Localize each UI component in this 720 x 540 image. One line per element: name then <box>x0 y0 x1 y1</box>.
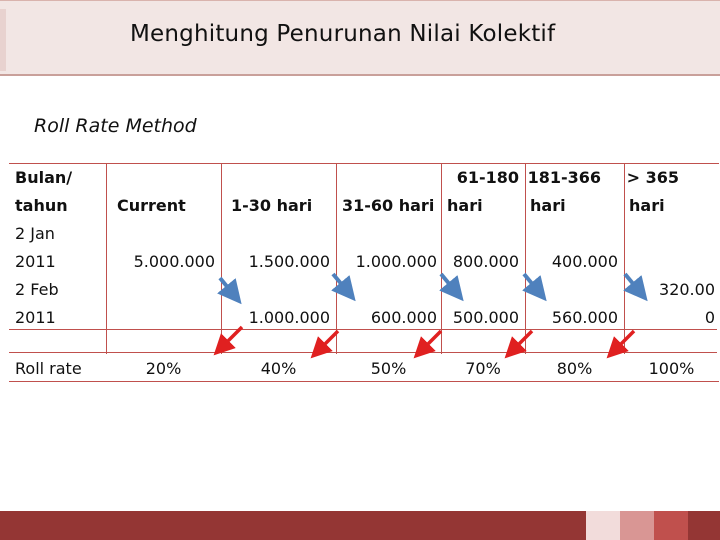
roll-rate-365: 100% <box>648 359 695 378</box>
row1-1-30: 1.500.000 <box>248 252 330 271</box>
rate-arrow-red <box>221 327 242 348</box>
row2-period-line2: 2011 <box>15 308 56 327</box>
row2-1-30: 1.000.000 <box>248 308 330 327</box>
row1-period-line1: 2 Jan <box>15 224 55 243</box>
rate-arrow-red <box>512 331 532 351</box>
row1-181-366: 400.000 <box>551 252 618 271</box>
footer-swatch <box>620 511 654 540</box>
roll-rate-181-366: 80% <box>556 359 593 378</box>
roll-arrow-blue <box>333 274 348 292</box>
roll-arrow-blue <box>441 274 456 292</box>
header-period-line2: tahun <box>15 196 68 215</box>
row2-365-line2: 0 <box>704 308 715 327</box>
row1-current: 5.000.000 <box>133 252 215 271</box>
rate-arrow-red <box>421 331 441 351</box>
header-current: Current <box>117 196 186 215</box>
header-365-line1: > 365 <box>626 168 679 187</box>
roll-arrow-blue <box>524 274 539 292</box>
roll-arrow-blue <box>220 278 234 295</box>
roll-rate-label: Roll rate <box>15 359 82 378</box>
header-1-30: 1-30 hari <box>231 196 313 215</box>
roll-rate-current: 20% <box>145 359 182 378</box>
row1-61-180: 800.000 <box>452 252 519 271</box>
footer-swatch <box>586 511 620 540</box>
header-31-60: 31-60 hari <box>342 196 435 215</box>
row2-period-line1: 2 Feb <box>15 280 59 299</box>
header-61-180-line1: 61-180 <box>456 168 519 187</box>
roll-rate-31-60: 50% <box>370 359 407 378</box>
row2-61-180: 500.000 <box>452 308 519 327</box>
header-period-line1: Bulan/ <box>15 168 73 187</box>
rate-arrow-red <box>318 331 338 351</box>
slide-title: Menghitung Penurunan Nilai Kolektif <box>130 21 556 47</box>
rate-arrow-red <box>614 331 634 351</box>
roll-arrow-blue <box>625 274 640 292</box>
roll-rate-1-30: 40% <box>260 359 297 378</box>
header-181-366-line1: 181-366 <box>527 168 601 187</box>
header-365-line2: hari <box>629 196 665 215</box>
row1-period-line2: 2011 <box>15 252 56 271</box>
slide-subtitle: Roll Rate Method <box>34 115 197 137</box>
row2-365-line1: 320.00 <box>659 280 715 299</box>
row2-181-366: 560.000 <box>551 308 618 327</box>
footer-swatch <box>654 511 688 540</box>
row2-31-60: 600.000 <box>370 308 437 327</box>
header-61-180-line2: hari <box>447 196 483 215</box>
roll-rate-61-180: 70% <box>465 359 501 378</box>
footer-swatch <box>688 511 720 540</box>
row1-31-60: 1.000.000 <box>355 252 437 271</box>
header-181-366-line2: hari <box>530 196 566 215</box>
